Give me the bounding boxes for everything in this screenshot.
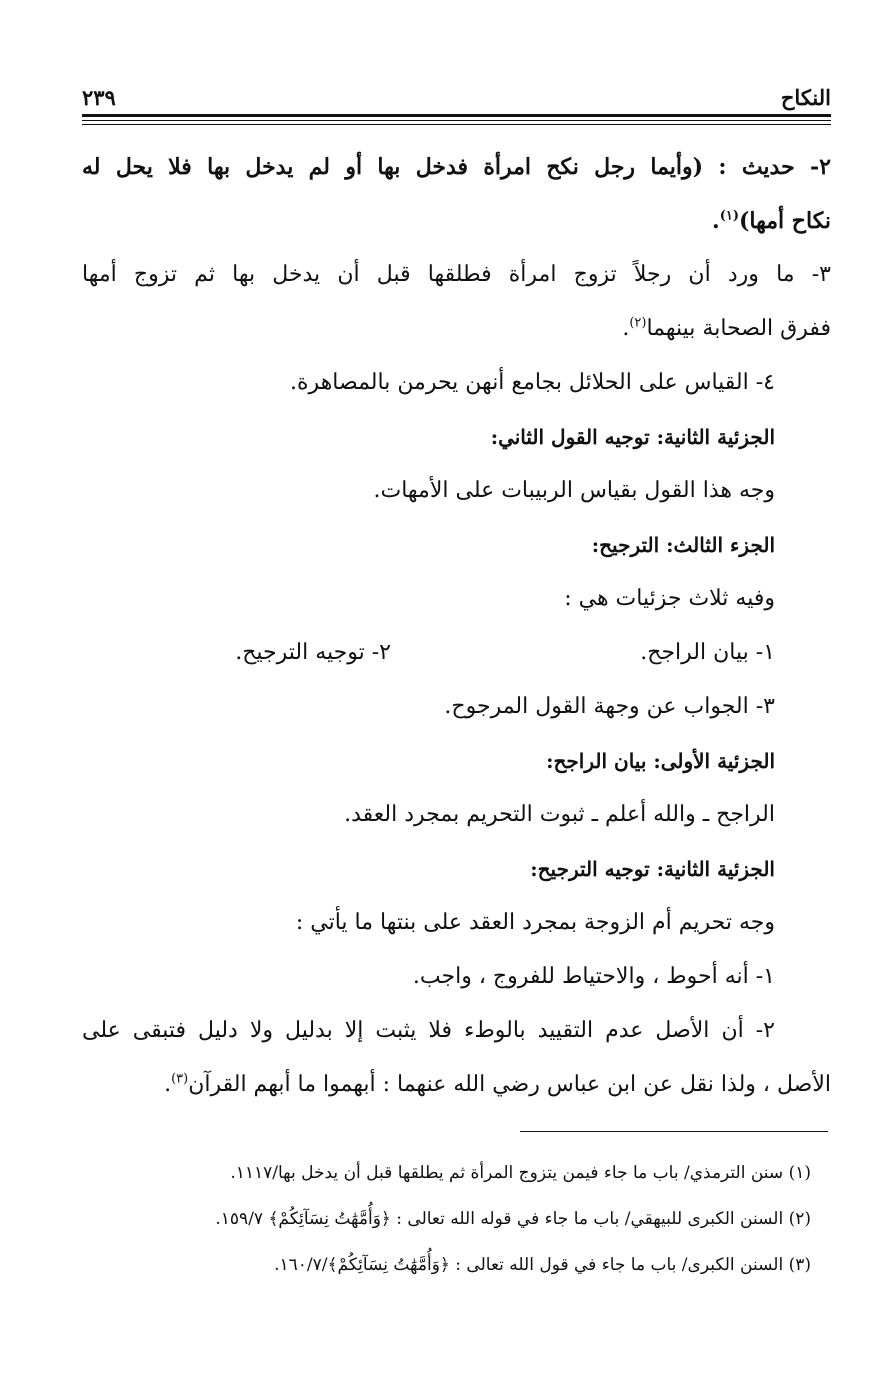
main-text <box>82 140 831 1112</box>
text-line: ٣- ما ورد أن رجلاً تزوج امرأة فطلقها قبل أن يدخل بها ثم تزوج أمها <box>82 262 831 287</box>
footnote-separator <box>520 1131 828 1132</box>
list-item: ١- بيان الراجح. <box>640 640 775 665</box>
section-heading: الجزء الثالث: الترجيح: <box>591 533 775 557</box>
text-line: وجه هذا القول بقياس الربيبات على الأمهات. <box>373 478 775 503</box>
footnote: (٣) السنن الكبرى/ باب ما جاء في قول الله تعالى : ﴿وَأُمَّهَٰتُ نِسَآئِكُمْ﴾/١٦٠/٧. <box>274 1255 811 1275</box>
footnote-ref: (٣) <box>171 1071 189 1087</box>
running-head <box>82 80 831 110</box>
page-number: ٢٣٩ <box>82 85 116 110</box>
text-line: الراجح ـ والله أعلم ـ ثبوت التحريم بمجرد العقد. <box>344 802 775 827</box>
header-rule-thin-2 <box>82 124 831 125</box>
text-line: ٢- حديث : (وأيما رجل نكح امرأة فدخل بها أو لم يدخل بها فلا يحل له <box>82 154 831 180</box>
section-heading: الجزئية الثانية: توجيه القول الثاني: <box>490 425 775 449</box>
header-rule-thick <box>82 114 831 117</box>
text-line: ٢- أن الأصل عدم التقييد بالوطء فلا يثبت إلا بدليل ولا دليل فتبقى على <box>82 1018 775 1043</box>
text-line: ١- أنه أحوط ، والاحتياط للفروج ، واجب. <box>412 964 775 989</box>
text-line: ففرق الصحابة بينهما$^{(٢)}$. <box>622 315 831 341</box>
text-line: نكاح أمها)$^{(١)}$. <box>712 208 831 234</box>
footnote-ref: (٢) <box>629 315 647 331</box>
text-line: الأصل ، ولذا نقل عن ابن عباس رضي الله عنهما : أبهموا ما أبهم القرآن$^{(٣)}$. <box>164 1071 831 1097</box>
section-heading: الجزئية الأولى: بيان الراجح: <box>546 749 775 773</box>
footnote: (١) سنن الترمذي/ باب ما جاء فيمن يتزوج المرأة ثم يطلقها قبل أن يدخل بها/١١١٧. <box>230 1163 811 1183</box>
header-rule-thin <box>82 120 831 121</box>
footnotes <box>82 1150 831 1288</box>
list-item: ٢- توجيه الترجيح. <box>235 640 391 665</box>
text-line <box>82 626 831 680</box>
text-line: وفيه ثلاث جزئيات هي : <box>564 586 775 611</box>
chapter-title: النكاح <box>780 85 831 110</box>
text-line: ٣- الجواب عن وجهة القول المرجوح. <box>444 694 775 719</box>
footnote: (٢) السنن الكبرى للبيهقي/ باب ما جاء في قوله الله تعالى : ﴿وَأُمَّهَٰتُ نِسَآئِكُمْ﴾ ١٥٩/٧. <box>215 1209 811 1229</box>
text-line: ٤- القياس على الحلائل بجامع أنهن يحرمن بالمصاهرة. <box>290 370 775 395</box>
text-line: وجه تحريم أم الزوجة بمجرد العقد على بنتها ما يأتي : <box>295 910 775 935</box>
footnote-ref: (١) <box>719 208 739 224</box>
section-heading: الجزئية الثانية: توجيه الترجيح: <box>530 857 775 881</box>
